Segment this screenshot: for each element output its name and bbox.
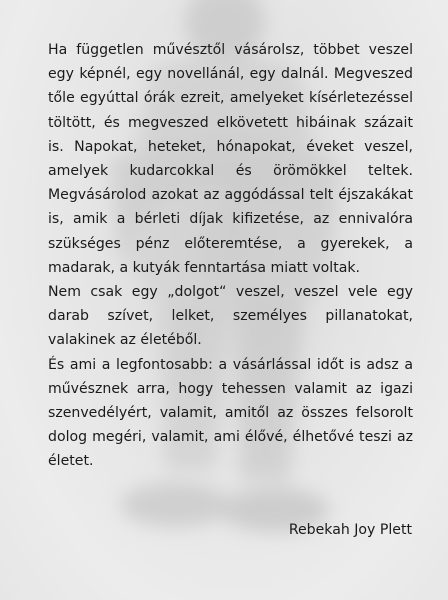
quote-paragraph: Nem csak egy „dolgot“ veszel, veszel vele egy darab szívet, lelket, személyes pillanatokat, valakinek az életéből. xyxy=(48,284,413,349)
quote-text xyxy=(48,38,413,474)
quote-paragraph: És ami a legfontosabb: a vásárlással időt is adsz a művésznek arra, hogy tehessen valamit az igazi szenvedélyért, valamit, amitől az összes felsorolt dolog megéri, valamit, ami élővé, élhetővé teszi az életet. xyxy=(48,356,413,470)
author-signature: Rebekah Joy Plett xyxy=(288,522,412,538)
quote-paragraph: Ha független művésztől vásárolsz, többet veszel egy képnél, egy novellánál, egy dalnál. Megveszed tőle egyúttal órák ezreit, amelyeket kísérletezéssel töltött, és megveszed elkövetett hibáinak százait is. Napokat, heteket, hónapokat, éveket veszel, amelyek kudarcokkal és örömökkel teltek. Megvásárolod azokat az aggódással telt éjszakákat is, amik a bérleti díjak kifizetése, az ennivalóra szükséges pénz előteremtése, a gyerekek, a madarak, a kutyák fenntartása miatt voltak. xyxy=(48,42,413,276)
